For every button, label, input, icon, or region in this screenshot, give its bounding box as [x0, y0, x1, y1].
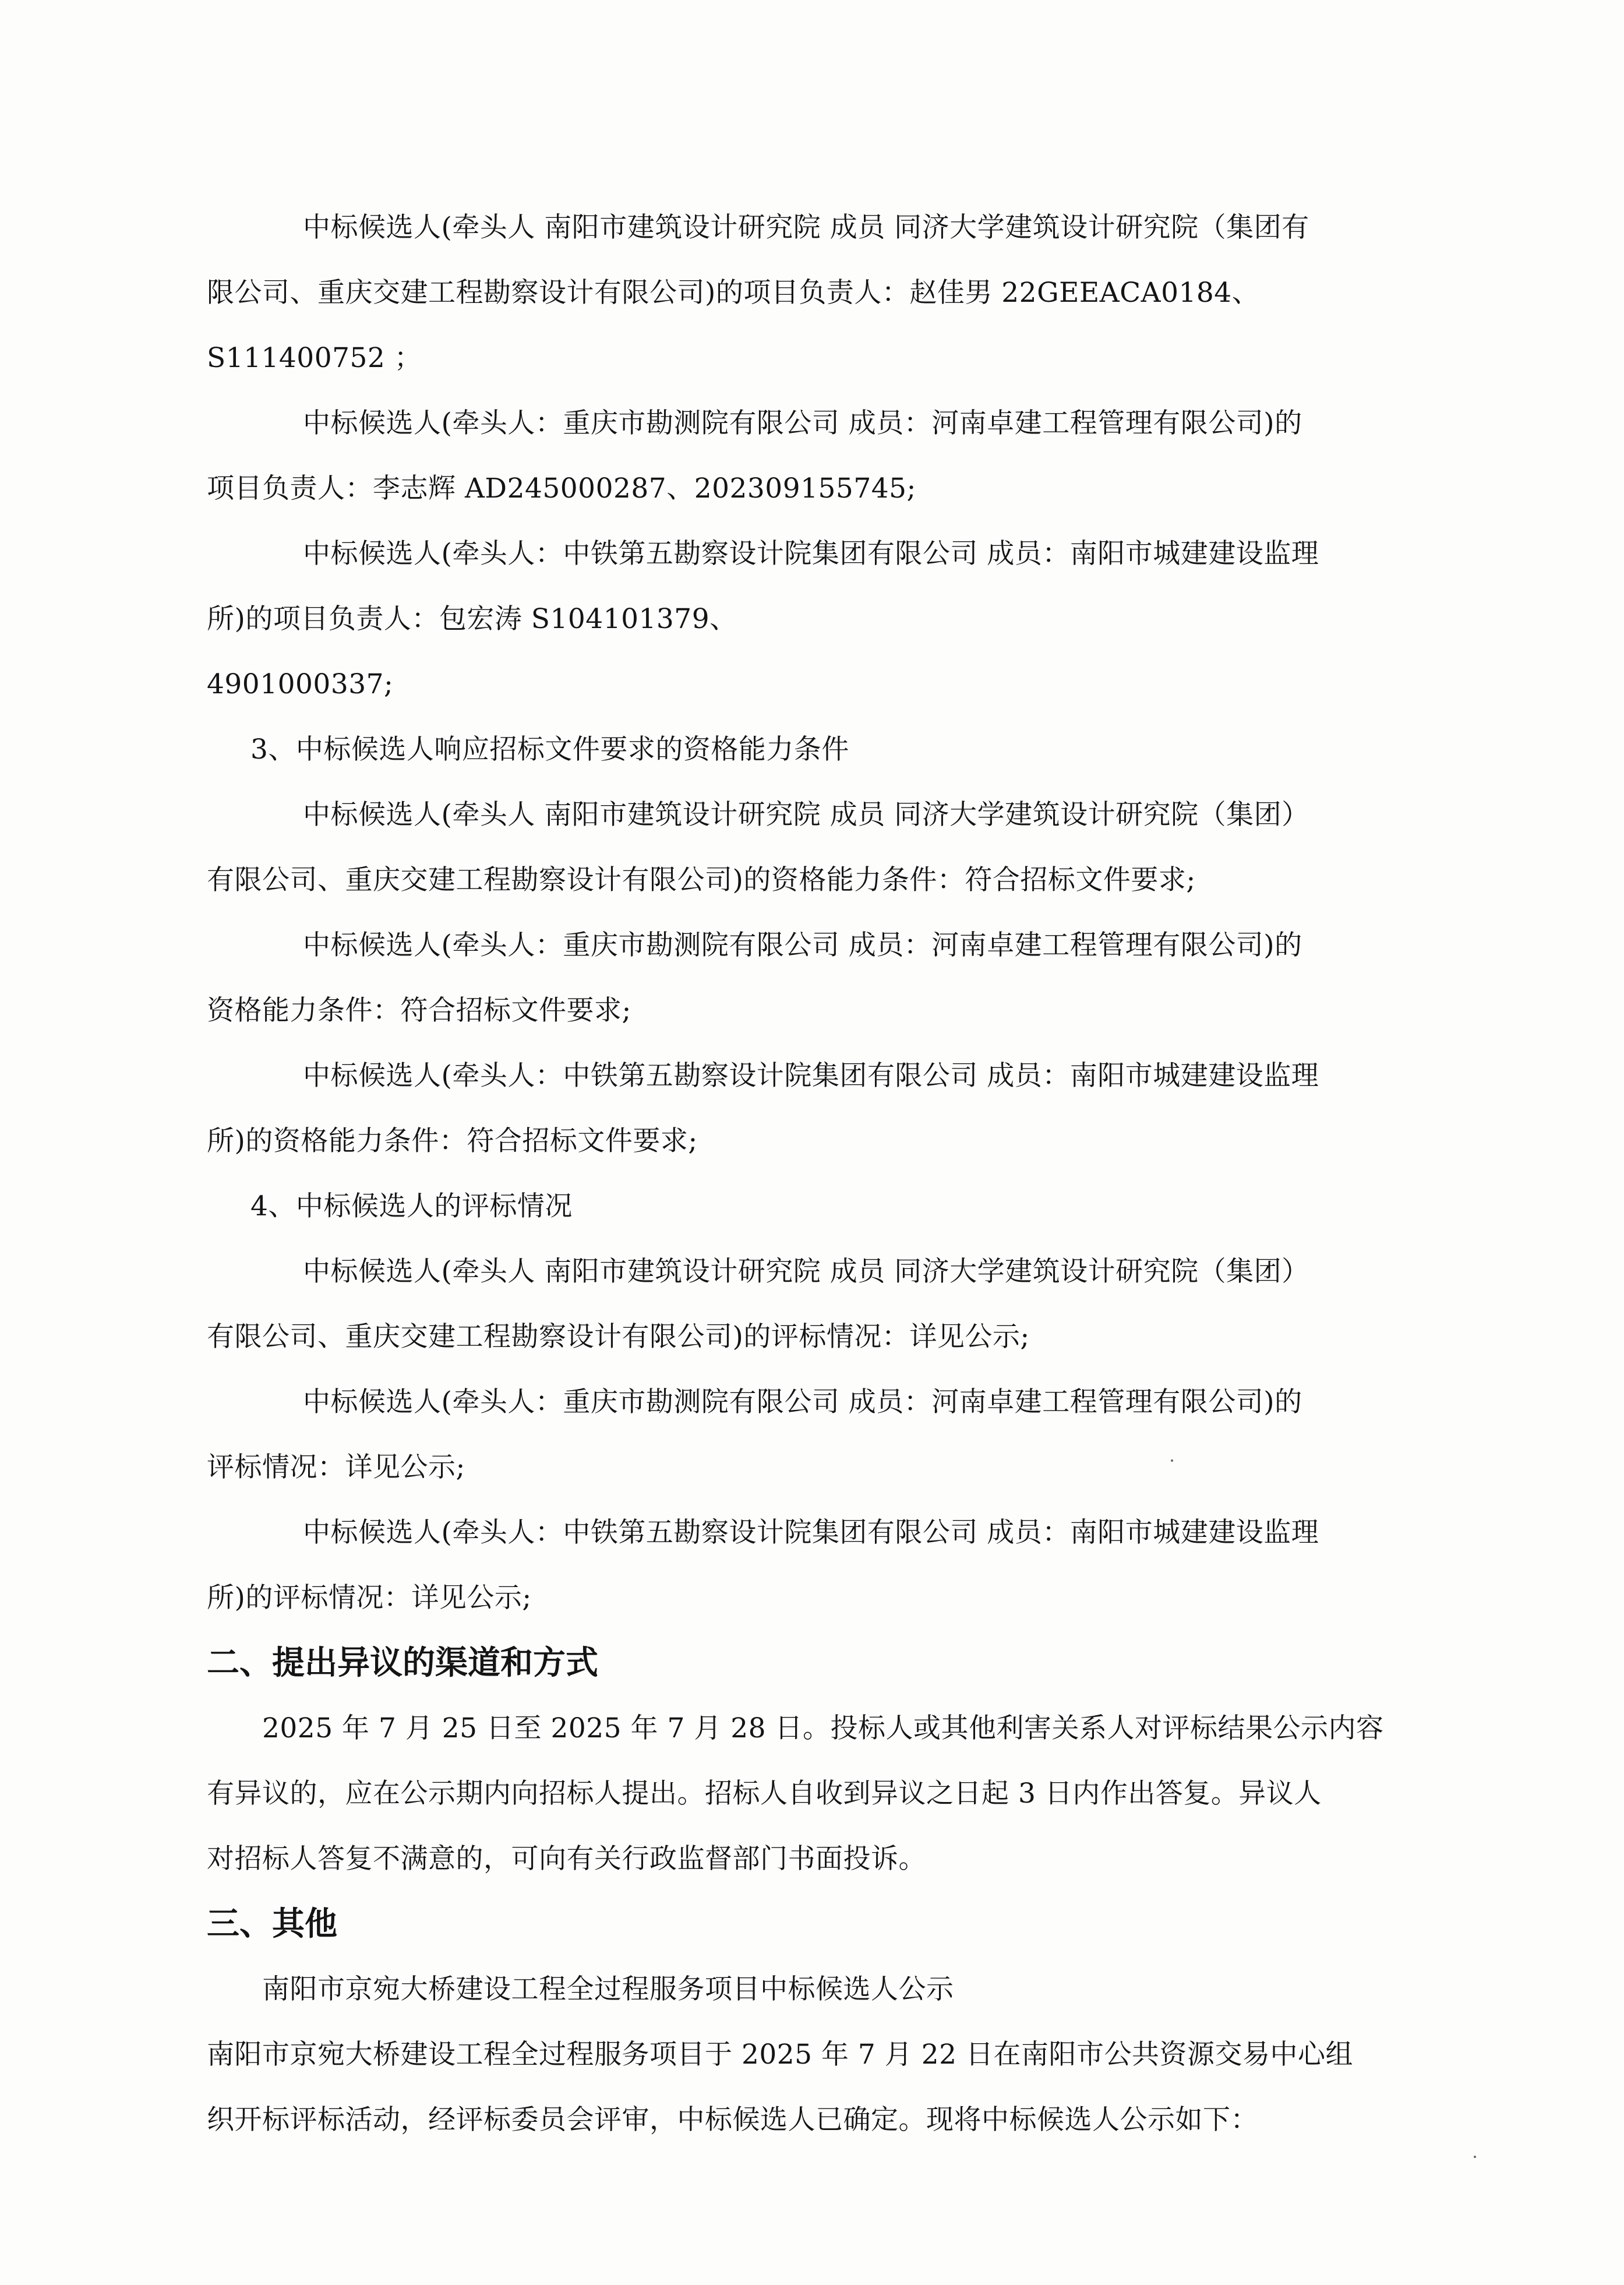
text-line: 所)的资格能力条件：符合招标文件要求; — [207, 1125, 698, 1157]
text-line: 限公司、重庆交建工程勘察设计有限公司)的项目负责人：赵佳男 22GEEACA0184、 — [207, 277, 1260, 309]
project-leader-paragraph-3 — [207, 521, 1418, 587]
qualification-paragraph-3 — [207, 1043, 1418, 1109]
project-leader-paragraph-1 — [207, 195, 1418, 260]
other-title: 南阳市京宛大桥建设工程全过程服务项目中标候选人公示 — [262, 1973, 954, 2005]
other-heading: 三、其他 — [207, 1905, 337, 1943]
evaluation-title: 4、中标候选人的评标情况 — [250, 1190, 573, 1222]
qualification-paragraph-2-cont — [207, 978, 1418, 1043]
text-line: 对招标人答复不满意的，可向有关行政监督部门书面投诉。 — [207, 1843, 926, 1875]
evaluation-paragraph-3-cont — [207, 1565, 1418, 1631]
evaluation-paragraph-2 — [207, 1370, 1418, 1435]
objection-paragraph-cont — [207, 1761, 1418, 1892]
evaluation-paragraph-2-cont — [207, 1435, 1418, 1500]
text-line: 2025 年 7 月 25 日至 2025 年 7 月 28 日。投标人或其他利害关系人对评标结果公示内容 — [262, 1712, 1384, 1744]
qualification-paragraph-3-cont — [207, 1109, 1418, 1174]
text-line: 所)的评标情况：详见公示; — [207, 1582, 532, 1614]
text-line: 项目负责人：李志辉 AD245000287、202309155745; — [207, 472, 916, 505]
text-line: S111400752 ； — [207, 342, 422, 374]
text-line: 4901000337; — [207, 668, 394, 700]
text-line: 所)的项目负责人：包宏涛 S104101379、 — [207, 603, 737, 635]
text-line: 中标候选人(牵头人 南阳市建筑设计研究院 成员 同济大学建筑设计研究院（集团有 — [303, 211, 1309, 244]
scan-speck — [1171, 1459, 1173, 1462]
other-paragraph — [207, 2022, 1418, 2153]
objection-paragraph — [207, 1696, 1418, 1761]
evaluation-paragraph-3 — [207, 1500, 1418, 1565]
project-leader-paragraph-1-cont — [207, 260, 1418, 391]
text-line: 南阳市京宛大桥建设工程全过程服务项目于 2025 年 7 月 22 日在南阳市公共资源交易中心组 — [207, 2039, 1353, 2071]
text-line: 中标候选人(牵头人：重庆市勘测院有限公司 成员：河南卓建工程管理有限公司)的 — [303, 1386, 1302, 1418]
evaluation-paragraph-1 — [207, 1239, 1418, 1304]
text-line: 织开标评标活动，经评标委员会评审，中标候选人已确定。现将中标候选人公示如下： — [207, 2104, 1258, 2136]
qualification-paragraph-2 — [207, 913, 1418, 978]
project-leader-paragraph-2-cont — [207, 456, 1418, 521]
qualification-paragraph-1 — [207, 782, 1418, 848]
text-line: 有限公司、重庆交建工程勘察设计有限公司)的资格能力条件：符合招标文件要求; — [207, 864, 1196, 896]
text-line: 资格能力条件：符合招标文件要求; — [207, 995, 631, 1027]
document-body — [207, 195, 1418, 2153]
project-leader-paragraph-3-cont — [207, 587, 1418, 717]
text-line: 中标候选人(牵头人：中铁第五勘察设计院集团有限公司 成员：南阳市城建建设监理 — [303, 538, 1319, 570]
text-line: 中标候选人(牵头人：重庆市勘测院有限公司 成员：河南卓建工程管理有限公司)的 — [303, 407, 1302, 439]
text-line: 有限公司、重庆交建工程勘察设计有限公司)的评标情况：详见公示; — [207, 1321, 1030, 1353]
scan-speck — [1474, 2156, 1476, 2158]
evaluation-paragraph-1-cont — [207, 1304, 1418, 1370]
objection-heading: 二、提出异议的渠道和方式 — [207, 1644, 598, 1682]
qualification-title: 3、中标候选人响应招标文件要求的资格能力条件 — [250, 734, 849, 766]
text-line: 中标候选人(牵头人：中铁第五勘察设计院集团有限公司 成员：南阳市城建建设监理 — [303, 1517, 1319, 1549]
text-line: 有异议的，应在公示期内向招标人提出。招标人自收到异议之日起 3 日内作出答复。异议人 — [207, 1778, 1322, 1810]
text-line: 中标候选人(牵头人 南阳市建筑设计研究院 成员 同济大学建筑设计研究院（集团） — [303, 1256, 1309, 1288]
project-leader-paragraph-2 — [207, 391, 1418, 456]
text-line: 中标候选人(牵头人 南阳市建筑设计研究院 成员 同济大学建筑设计研究院（集团） — [303, 799, 1309, 831]
text-line: 中标候选人(牵头人：重庆市勘测院有限公司 成员：河南卓建工程管理有限公司)的 — [303, 929, 1302, 961]
text-line: 中标候选人(牵头人：中铁第五勘察设计院集团有限公司 成员：南阳市城建建设监理 — [303, 1060, 1319, 1092]
text-line: 评标情况：详见公示; — [207, 1451, 465, 1483]
qualification-paragraph-1-cont — [207, 848, 1418, 913]
